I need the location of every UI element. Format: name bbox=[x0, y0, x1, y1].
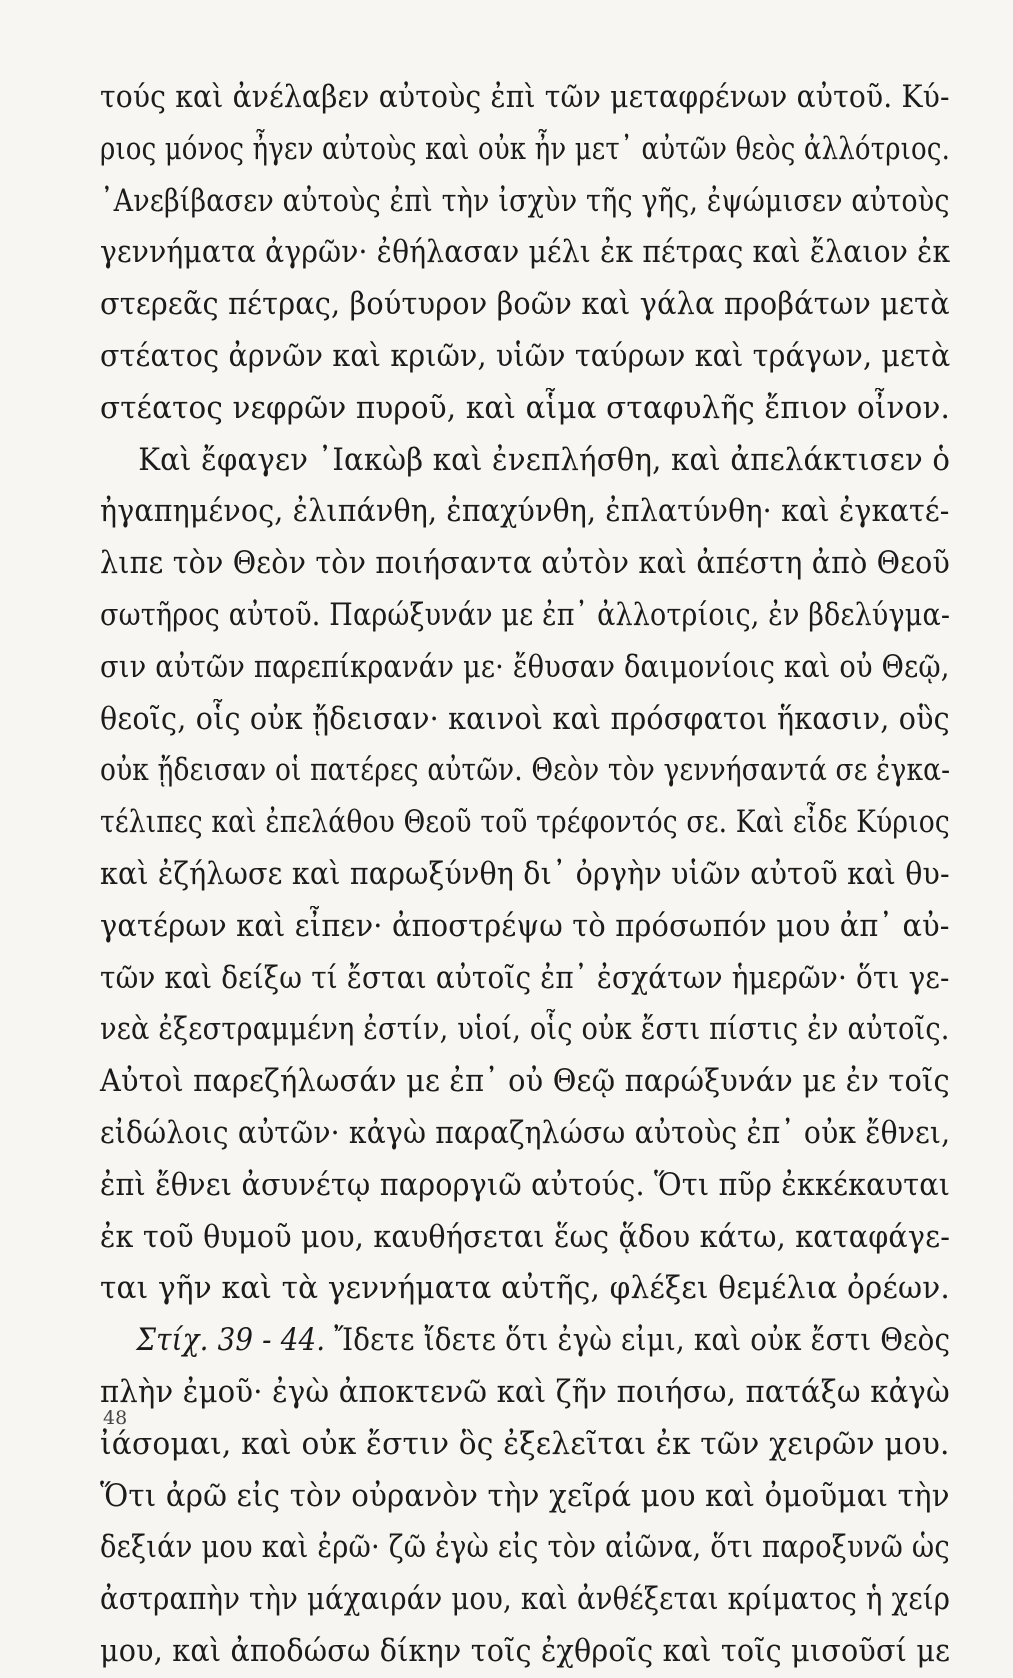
text-line: στέατος ἀρνῶν καὶ κριῶν, υἱῶν ταύρων καὶ τράγων, μετὰ bbox=[100, 338, 951, 374]
text-line: λιπε τὸν Θεὸν τὸν ποιήσαντα αὐτὸν καὶ ἀπέστη ἀπὸ Θεοῦ bbox=[100, 546, 951, 582]
text-line: τούς καὶ ἀνέλαβεν αὐτοὺς ἐπὶ τῶν μεταφρένων αὐτοῦ. Κύ- bbox=[100, 80, 950, 115]
text-line: ἐκ τοῦ θυμοῦ μου, καυθήσεται ἕως ᾅδου κάτω, καταφάγε- bbox=[100, 1219, 951, 1255]
text-line: θεοῖς, οἷς οὐκ ᾔδεισαν· καινοὶ καὶ πρόσφατοι ἥκασιν, οὓς bbox=[100, 701, 950, 737]
text-line: ἠγαπημένος, ἐλιπάνθη, ἐπαχύνθη, ἐπλατύνθη· καὶ ἐγκατέ- bbox=[100, 494, 950, 530]
text-line: εἰδώλοις αὐτῶν· κἀγὼ παραζηλώσω αὐτοὺς ἐπ᾿ οὐκ ἔθνει, bbox=[100, 1115, 951, 1151]
text-line: πλὴν ἐμοῦ· ἐγὼ ἀποκτενῶ καὶ ζῆν ποιήσω, πατάξω κἀγὼ bbox=[100, 1374, 950, 1410]
text-line: Αὐτοὶ παρεζήλωσάν με ἐπ᾿ οὐ Θεῷ παρώξυνάν με ἐν τοῖς bbox=[100, 1064, 950, 1100]
text-line: μου, καὶ ἀποδώσω δίκην τοῖς ἐχθροῖς καὶ τοῖς μισοῦσί με bbox=[100, 1633, 951, 1669]
text-line: ἐπὶ ἔθνει ἀσυνέτῳ παροργιῶ αὐτούς. Ὅτι πῦρ ἐκκέκαυται bbox=[100, 1167, 951, 1203]
text-line: τέλιπες καὶ ἐπελάθου Θεοῦ τοῦ τρέφοντός σε. Καὶ εἶδε Κύριος bbox=[100, 805, 950, 841]
text-line: γατέρων καὶ εἶπεν· ἀποστρέψω τὸ πρόσωπόν μου ἀπ᾿ αὐ- bbox=[100, 908, 950, 944]
text-line: ᾿Ανεβίβασεν αὐτοὺς ἐπὶ τὴν ἰσχὺν τῆς γῆς, ἐψώμισεν αὐτοὺς bbox=[100, 183, 950, 219]
text-line-paragraph-start: Καὶ ἔφαγεν ᾿Ιακὼβ καὶ ἐνεπλήσθη, καὶ ἀπελάκτισεν ὁ bbox=[138, 442, 951, 478]
text-line: ται γῆν καὶ τὰ γεννήματα αὐτῆς, φλέξει θεμέλια ὀρέων. bbox=[100, 1271, 950, 1307]
text-line: σωτῆρος αὐτοῦ. Παρώξυνάν με ἐπ᾿ ἀλλοτρίοις, ἐν βδελύγμα- bbox=[100, 597, 951, 633]
verse-reference: Στίχ. 39 - 44. bbox=[136, 1323, 326, 1359]
text-line: δεξιάν μου καὶ ἐρῶ· ζῶ ἐγὼ εἰς τὸν αἰῶνα, ὅτι παροξυνῶ ὡς bbox=[100, 1530, 950, 1566]
text-line: ἀστραπὴν τὴν μάχαιράν μου, καὶ ἀνθέξεται κρίματος ἡ χείρ bbox=[100, 1582, 951, 1618]
text-line: γεννήματα ἀγρῶν· ἐθήλασαν μέλι ἐκ πέτρας καὶ ἔλαιον ἐκ bbox=[100, 235, 951, 271]
text-line: Ὅτι ἀρῶ εἰς τὸν οὐρανὸν τὴν χεῖρά μου καὶ ὀμοῦμαι τὴν bbox=[100, 1478, 950, 1514]
text-line-content: Ἴδετε ἴδετε ὅτι ἐγὼ εἰμι, καὶ οὐκ ἔστι Θεὸς bbox=[334, 1323, 951, 1359]
text-line: ἰάσομαι, καὶ οὐκ ἔστιν ὃς ἐξελεῖται ἐκ τῶν χειρῶν μου. bbox=[100, 1426, 950, 1462]
page-number: 48 bbox=[103, 1407, 128, 1429]
text-line: σιν αὐτῶν παρεπίκρανάν με· ἔθυσαν δαιμονίοις καὶ οὐ Θεῷ, bbox=[100, 649, 950, 685]
text-line: τῶν καὶ δείξω τί ἔσται αὐτοῖς ἐπ᾿ ἐσχάτων ἡμερῶν· ὅτι γε- bbox=[100, 960, 950, 996]
text-line: ριος μόνος ἦγεν αὐτοὺς καὶ οὐκ ἦν μετ᾿ αὐτῶν θεὸς ἀλλότριος. bbox=[100, 131, 950, 167]
text-line: νεὰ ἐξεστραμμένη ἐστίν, υἱοί, οἷς οὐκ ἔστι πίστις ἐν αὐτοῖς. bbox=[100, 1012, 950, 1048]
text-line: στερεᾶς πέτρας, βούτυρον βοῶν καὶ γάλα προβάτων μετὰ bbox=[100, 287, 950, 323]
body-text bbox=[100, 72, 950, 1678]
text-line-paragraph-start bbox=[100, 1315, 951, 1367]
text-line: καὶ ἐζήλωσε καὶ παρωξύνθη δι᾿ ὀργὴν υἱῶν αὐτοῦ καὶ θυ- bbox=[100, 856, 950, 892]
text-line: οὐκ ᾔδεισαν οἱ πατέρες αὐτῶν. Θεὸν τὸν γεννήσαντά σε ἐγκα- bbox=[100, 753, 951, 789]
text-line: στέατος νεφρῶν πυροῦ, καὶ αἷμα σταφυλῆς ἔπιον οἶνον. bbox=[100, 390, 951, 426]
